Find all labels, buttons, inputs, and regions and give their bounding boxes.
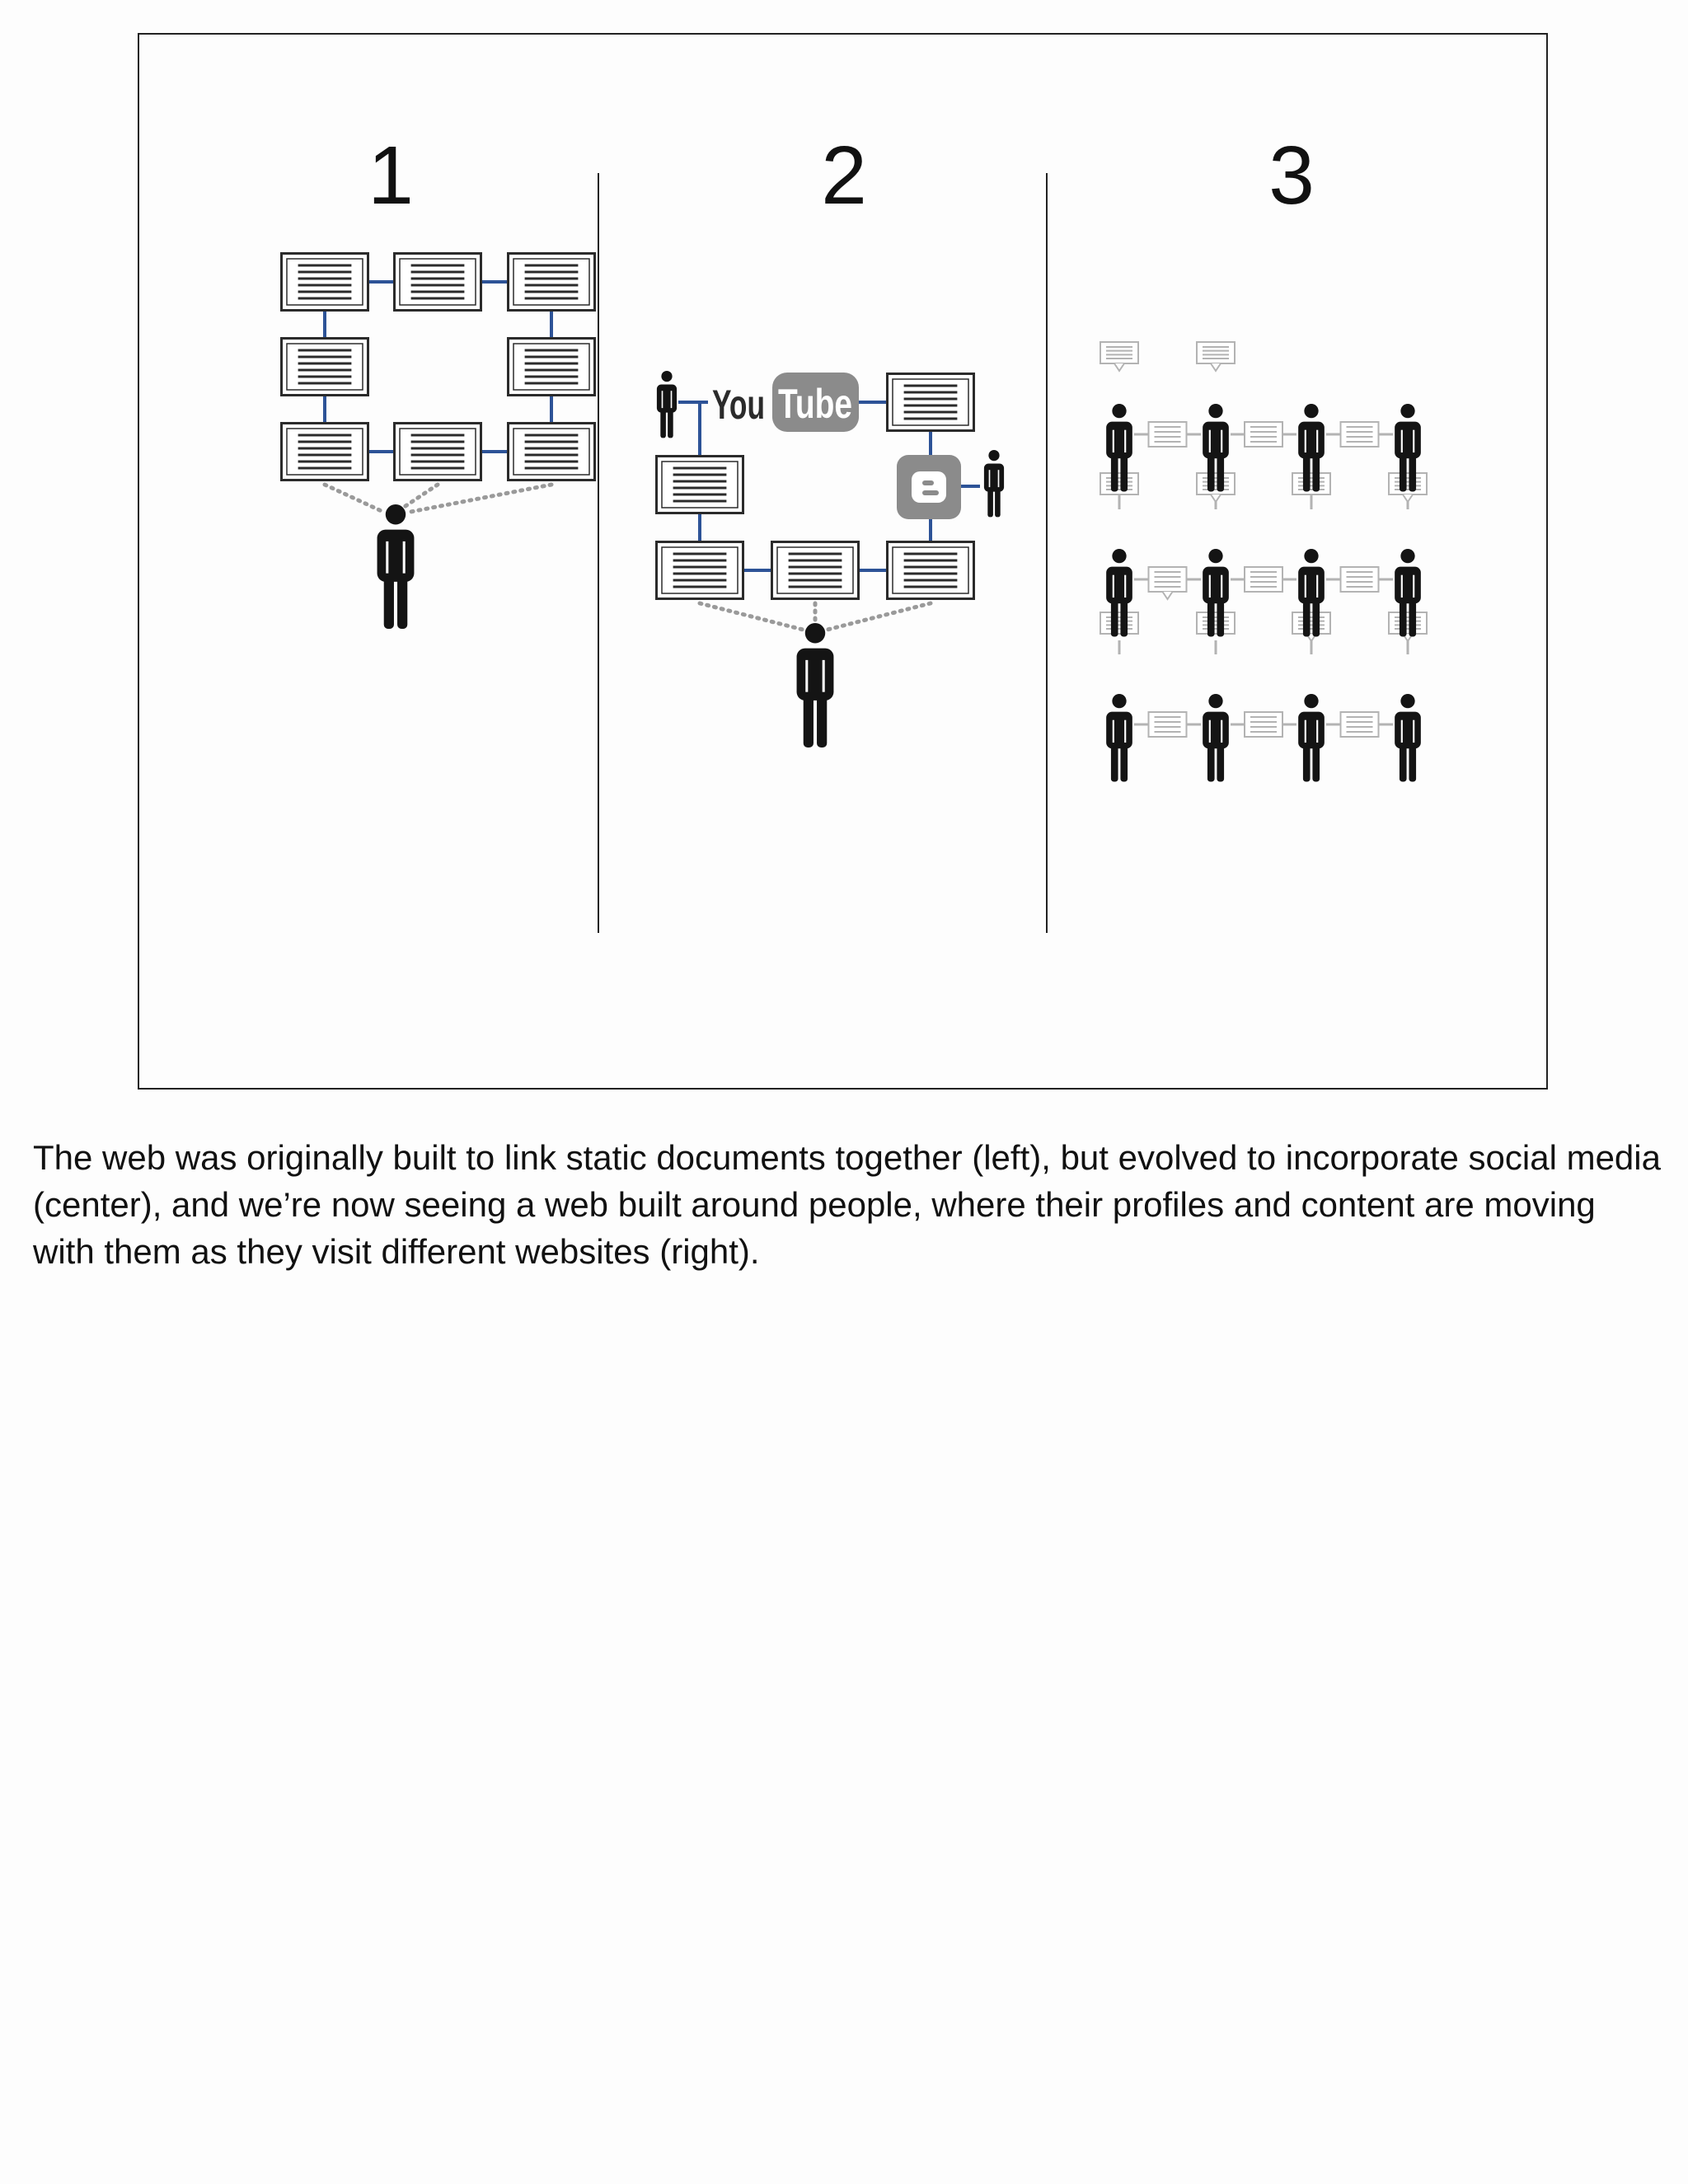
- person-icon: [1298, 694, 1325, 782]
- person-icon: [1203, 694, 1229, 782]
- document-icon: [395, 424, 481, 480]
- content-card-icon: [1245, 567, 1282, 592]
- person-icon: [1395, 694, 1421, 782]
- person-icon: [377, 504, 415, 629]
- panel-2-social-diagram: [657, 371, 1005, 748]
- document-icon: [509, 339, 595, 396]
- document-icon: [888, 542, 974, 599]
- comment-bubble-icon: [1149, 567, 1187, 599]
- comment-bubble-icon: [1389, 612, 1427, 641]
- blogger-icon: [897, 455, 961, 519]
- person-icon: [657, 371, 677, 438]
- view-link: [700, 603, 809, 631]
- panel-number-2: 2: [821, 129, 867, 222]
- document-icon: [509, 424, 595, 480]
- panel-3-people-diagram: [1100, 342, 1427, 782]
- slide-frame: [138, 33, 1548, 1090]
- content-card-icon: [1341, 422, 1379, 447]
- person-icon: [1106, 694, 1132, 782]
- content-card-icon: [1292, 473, 1330, 494]
- content-card-icon: [1100, 612, 1138, 634]
- view-link: [821, 603, 931, 631]
- content-card-icon: [1341, 712, 1379, 737]
- content-card-icon: [1149, 422, 1187, 447]
- content-card-icon: [1149, 712, 1187, 737]
- panel-number-1: 1: [368, 129, 414, 222]
- document-icon: [282, 424, 368, 480]
- comment-bubble-icon: [1197, 473, 1235, 502]
- youtube-logo: [712, 373, 859, 432]
- content-card-icon: [1341, 567, 1379, 592]
- document-icon: [509, 254, 595, 311]
- caption-text: The web was originally built to link static documents together (left), but evolved to incorporate social media (center), and we’re now seeing a web built around people, where their profiles and content are moving with them as they visit different websites (right).: [33, 1138, 1661, 1271]
- comment-bubble-icon: [1100, 342, 1138, 371]
- panel-number-3: 3: [1268, 129, 1315, 222]
- content-card-icon: [1245, 712, 1282, 737]
- person-icon: [797, 623, 834, 748]
- content-card-icon: [1197, 612, 1235, 634]
- comment-bubble-icon: [1389, 473, 1427, 502]
- content-card-icon: [1245, 422, 1282, 447]
- document-icon: [395, 254, 481, 311]
- view-link: [406, 485, 551, 513]
- document-icon: [282, 254, 368, 311]
- document-icon: [772, 542, 859, 599]
- view-link: [325, 485, 385, 513]
- comment-bubble-icon: [1197, 342, 1235, 371]
- youtube-tube-text: Tube: [778, 381, 852, 427]
- panel-1-documents-diagram: [282, 254, 595, 629]
- youtube-you-text: You: [712, 382, 765, 428]
- document-icon: [282, 339, 368, 396]
- document-icon: [657, 542, 743, 599]
- person-icon: [984, 450, 1004, 517]
- content-card-icon: [1100, 473, 1138, 494]
- document-icon: [888, 374, 974, 431]
- document-icon: [657, 457, 743, 513]
- comment-bubble-icon: [1292, 612, 1330, 641]
- diagram: [139, 35, 1550, 1091]
